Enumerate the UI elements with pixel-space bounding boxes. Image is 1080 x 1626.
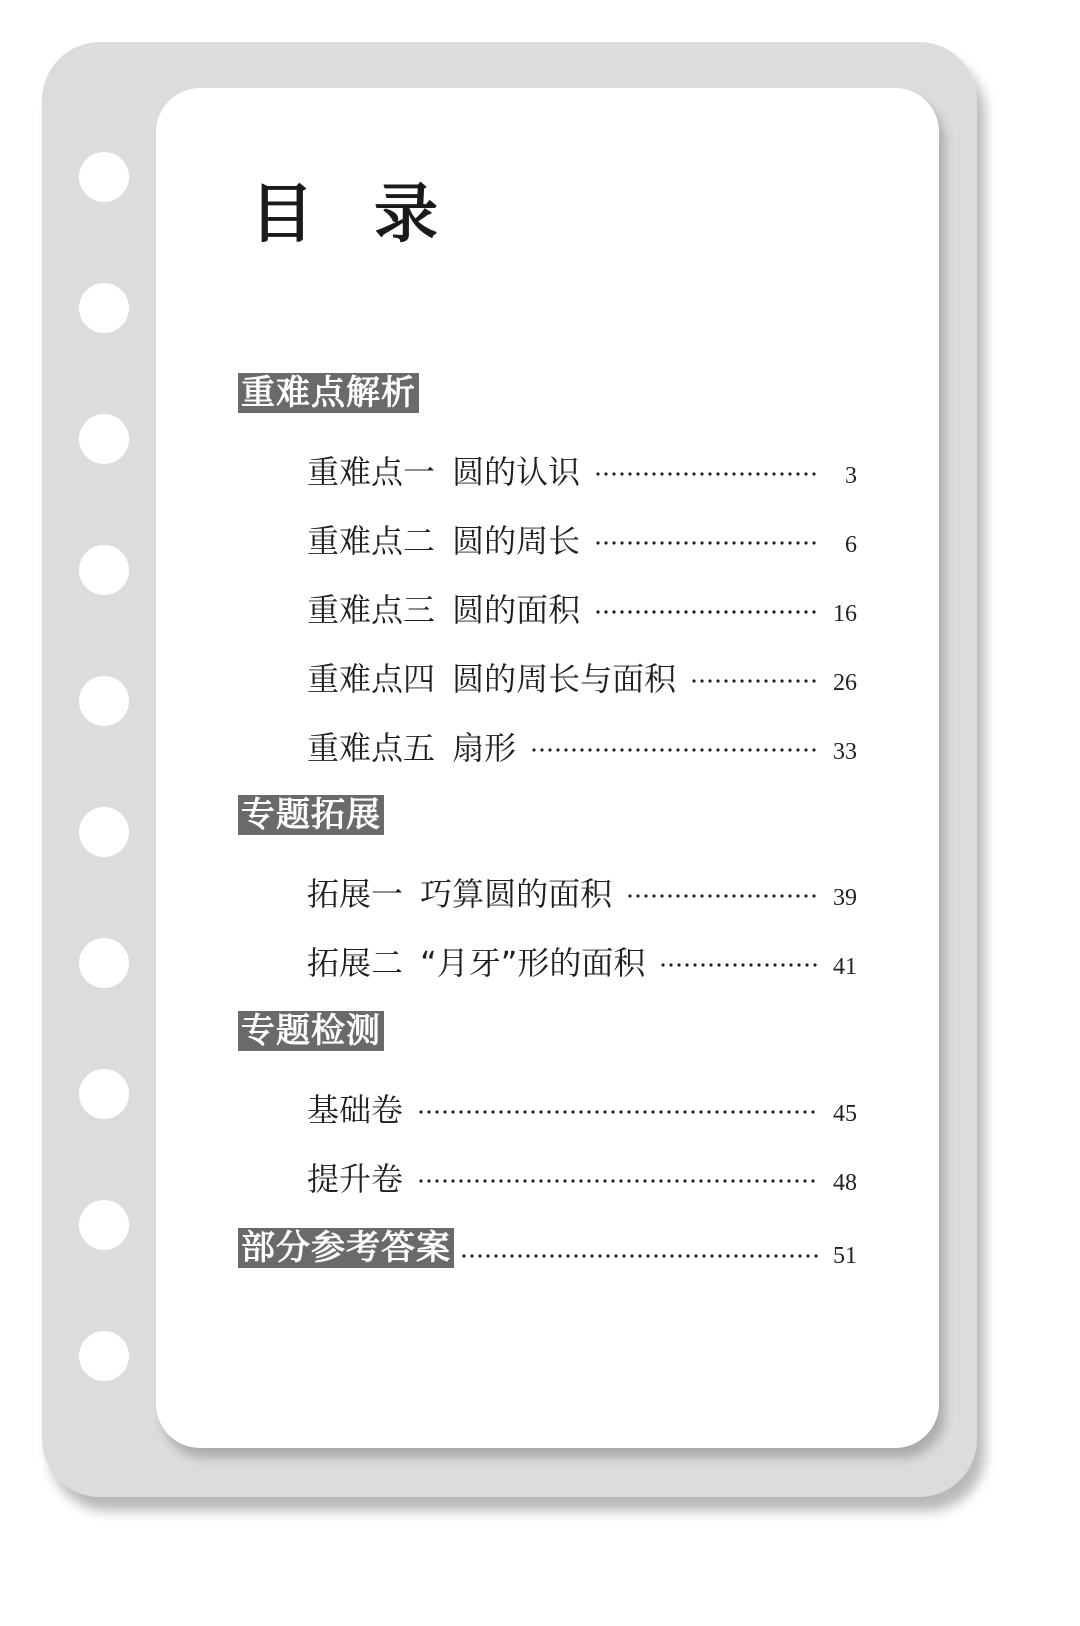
entry-number: 重难点四: [307, 660, 436, 698]
entry-title: 扇形: [452, 729, 517, 767]
page-number: 26: [833, 669, 857, 696]
dot-leader: [417, 1179, 819, 1183]
dot-leader: [690, 679, 819, 683]
binder-hole: [79, 545, 129, 595]
binder-hole: [79, 938, 129, 988]
toc-entry[interactable]: [307, 1155, 857, 1199]
entry-title: 圆的面积: [452, 591, 581, 629]
section-header-key-points[interactable]: 重难点解析: [238, 373, 419, 413]
dot-leader: [626, 894, 819, 898]
toc-entry[interactable]: [307, 517, 857, 561]
entry-number: 重难点一: [307, 453, 436, 491]
entry-title: 圆的周长与面积: [452, 660, 677, 698]
entry-number: 重难点五: [307, 729, 436, 767]
toc-entry[interactable]: [307, 448, 857, 492]
page-number: 6: [845, 531, 857, 558]
binder-hole: [79, 807, 129, 857]
toc-entry[interactable]: [307, 870, 857, 914]
toc-entry[interactable]: [307, 724, 857, 768]
entry-number: 拓展一: [307, 875, 404, 913]
section-header-topic-extension[interactable]: 专题拓展: [238, 795, 384, 835]
toc-entry[interactable]: [307, 586, 857, 630]
dot-leader: [594, 610, 819, 614]
binder-hole: [79, 283, 129, 333]
entry-title: 基础卷: [307, 1091, 404, 1129]
toc-entry[interactable]: [307, 939, 857, 983]
binder-hole: [79, 1200, 129, 1250]
toc-entry[interactable]: [307, 655, 857, 699]
entry-number: 重难点三: [307, 591, 436, 629]
page-number: 33: [833, 738, 857, 765]
dot-leader: [594, 472, 819, 476]
binder-hole: [79, 676, 129, 726]
dot-leader: [460, 1254, 819, 1258]
dot-leader: [417, 1110, 819, 1114]
page-number: 41: [833, 953, 857, 980]
toc-entry[interactable]: [307, 1086, 857, 1130]
entry-title: 提升卷: [307, 1160, 404, 1198]
page-number: 48: [833, 1169, 857, 1196]
dot-leader: [659, 963, 819, 967]
page-number: 51: [833, 1242, 857, 1269]
binder-hole: [79, 1069, 129, 1119]
entry-number: 拓展二: [307, 944, 404, 982]
entry-title: “月牙”形的面积: [420, 944, 646, 982]
entry-number: 重难点二: [307, 522, 436, 560]
entry-title: 巧算圆的面积: [420, 875, 613, 913]
section-header-topic-test[interactable]: 专题检测: [238, 1011, 384, 1051]
page-number: 3: [845, 462, 857, 489]
section-header-answers: 部分参考答案: [238, 1228, 454, 1268]
binder-hole: [79, 1331, 129, 1381]
dot-leader: [530, 748, 819, 752]
dot-leader: [594, 541, 819, 545]
entry-title: 圆的认识: [452, 453, 581, 491]
page-number: 16: [833, 600, 857, 627]
toc-entry-answers[interactable]: [238, 1226, 857, 1270]
page-title: 目录: [250, 178, 498, 252]
page-number: 39: [833, 884, 857, 911]
entry-title: 圆的周长: [452, 522, 581, 560]
binder-hole: [79, 152, 129, 202]
page-number: 45: [833, 1100, 857, 1127]
binder-hole: [79, 414, 129, 464]
